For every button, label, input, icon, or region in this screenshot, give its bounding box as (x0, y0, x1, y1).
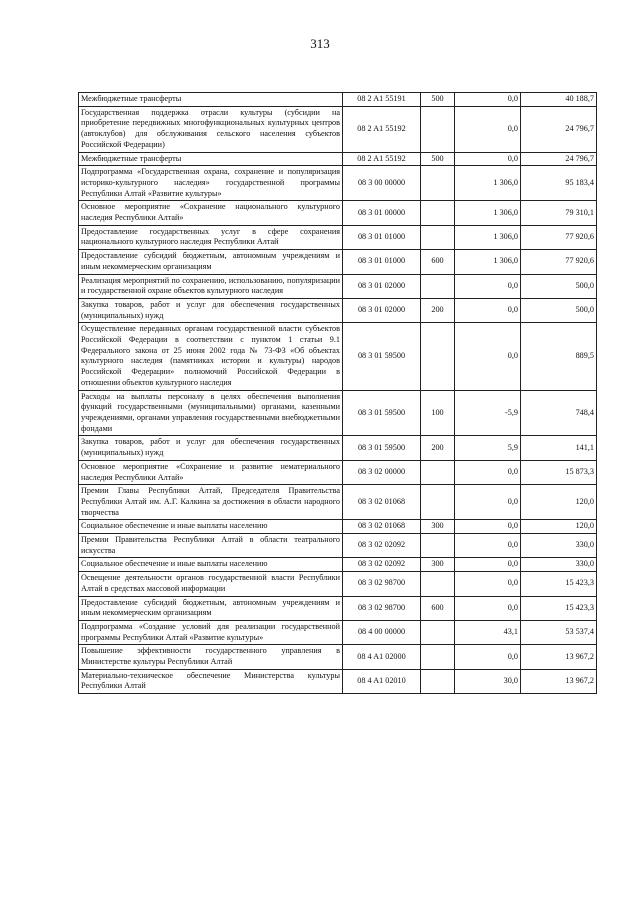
row-code-cell: 08 3 01 01000 (343, 250, 421, 274)
table-row (79, 485, 597, 520)
row-total-cell: 500,0 (521, 274, 597, 298)
row-change-cell: 0,0 (455, 298, 521, 322)
row-code-cell: 08 4 A1 02000 (343, 645, 421, 669)
row-change-cell: 0,0 (455, 323, 521, 390)
table-row (79, 645, 597, 669)
row-code-cell: 08 3 02 01068 (343, 520, 421, 534)
row-total-cell: 53 537,4 (521, 620, 597, 644)
row-expense-type-cell: 500 (421, 93, 455, 107)
table-row (79, 298, 597, 322)
table-row (79, 534, 597, 558)
row-change-cell: 0,0 (455, 572, 521, 596)
row-code-cell: 08 3 01 59500 (343, 323, 421, 390)
table-row (79, 323, 597, 390)
row-code-cell: 08 2 A1 55191 (343, 93, 421, 107)
row-expense-type-cell: 300 (421, 558, 455, 572)
row-change-cell: 0,0 (455, 596, 521, 620)
row-code-cell: 08 3 01 02000 (343, 274, 421, 298)
row-expense-type-cell (421, 323, 455, 390)
row-change-cell: -5,9 (455, 390, 521, 436)
row-change-cell: 1 306,0 (455, 225, 521, 249)
row-name-cell: Государственная поддержка отрасли культуры (субсидии на приобретение передвижных многофункциональных культурных центров (автоклубов) для обслуживания сельского населения субъектов Российской Федерации) (79, 106, 343, 152)
row-code-cell: 08 3 02 98700 (343, 596, 421, 620)
row-change-cell: 0,0 (455, 520, 521, 534)
row-expense-type-cell (421, 225, 455, 249)
row-total-cell: 141,1 (521, 436, 597, 460)
row-code-cell: 08 3 01 01000 (343, 225, 421, 249)
row-code-cell: 08 2 A1 55192 (343, 106, 421, 152)
row-expense-type-cell (421, 572, 455, 596)
row-expense-type-cell (421, 669, 455, 693)
page-number: 313 (310, 36, 330, 51)
row-name-cell: Премии Правительства Республики Алтай в области театрального искусства (79, 534, 343, 558)
row-total-cell: 15 423,3 (521, 572, 597, 596)
row-name-cell: Предоставление государственных услуг в сфере сохранения национального культурного наследия Республики Алтай (79, 225, 343, 249)
row-expense-type-cell: 200 (421, 436, 455, 460)
row-change-cell: 0,0 (455, 106, 521, 152)
row-code-cell: 08 3 02 00000 (343, 460, 421, 484)
row-expense-type-cell (421, 645, 455, 669)
table-row (79, 460, 597, 484)
row-expense-type-cell (421, 460, 455, 484)
table-row (79, 225, 597, 249)
row-change-cell: 0,0 (455, 152, 521, 166)
row-total-cell: 889,5 (521, 323, 597, 390)
row-change-cell: 1 306,0 (455, 166, 521, 201)
table-row (79, 520, 597, 534)
row-total-cell: 24 796,7 (521, 106, 597, 152)
row-expense-type-cell (421, 106, 455, 152)
row-expense-type-cell (421, 534, 455, 558)
row-change-cell: 0,0 (455, 558, 521, 572)
row-total-cell: 748,4 (521, 390, 597, 436)
row-name-cell: Основное мероприятие «Сохранение национального культурного наследия Республики Алтай» (79, 201, 343, 225)
row-expense-type-cell (421, 274, 455, 298)
row-name-cell: Закупка товаров, работ и услуг для обеспечения государственных (муниципальных) нужд (79, 436, 343, 460)
row-expense-type-cell: 100 (421, 390, 455, 436)
row-expense-type-cell (421, 166, 455, 201)
row-name-cell: Межбюджетные трансферты (79, 152, 343, 166)
row-total-cell: 330,0 (521, 534, 597, 558)
row-total-cell: 120,0 (521, 520, 597, 534)
row-code-cell: 08 3 02 01068 (343, 485, 421, 520)
row-code-cell: 08 4 A1 02010 (343, 669, 421, 693)
table-row (79, 436, 597, 460)
row-change-cell: 0,0 (455, 274, 521, 298)
table-row (79, 106, 597, 152)
row-name-cell: Подпрограмма «Создание условий для реализации государственной программы Республики Алтай «Развитие культуры» (79, 620, 343, 644)
row-expense-type-cell (421, 485, 455, 520)
table-row (79, 166, 597, 201)
table-row (79, 152, 597, 166)
row-expense-type-cell: 200 (421, 298, 455, 322)
row-expense-type-cell (421, 201, 455, 225)
row-name-cell: Повышение эффективности государственного управления в Министерстве культуры Республики Алтай (79, 645, 343, 669)
row-name-cell: Межбюджетные трансферты (79, 93, 343, 107)
row-name-cell: Социальное обеспечение и иные выплаты населению (79, 520, 343, 534)
row-expense-type-cell (421, 620, 455, 644)
row-total-cell: 15 423,3 (521, 596, 597, 620)
row-name-cell: Предоставление субсидий бюджетным, автономным учреждениям и иным некоммерческим организациям (79, 596, 343, 620)
row-change-cell: 0,0 (455, 460, 521, 484)
table-row (79, 93, 597, 107)
table-row (79, 250, 597, 274)
row-change-cell: 30,0 (455, 669, 521, 693)
row-total-cell: 95 183,4 (521, 166, 597, 201)
row-name-cell: Материально-техническое обеспечение Министерства культуры Республики Алтай (79, 669, 343, 693)
row-code-cell: 08 3 02 02092 (343, 534, 421, 558)
row-total-cell: 13 967,2 (521, 645, 597, 669)
row-change-cell: 5,9 (455, 436, 521, 460)
row-total-cell: 15 873,3 (521, 460, 597, 484)
budget-table (78, 92, 597, 694)
row-expense-type-cell: 600 (421, 596, 455, 620)
row-name-cell: Премии Главы Республики Алтай, Председателя Правительства Республики Алтай им. А.Г. Калкина за достижения в области народного творчества (79, 485, 343, 520)
row-code-cell: 08 3 01 02000 (343, 298, 421, 322)
row-expense-type-cell: 500 (421, 152, 455, 166)
row-total-cell: 77 920,6 (521, 225, 597, 249)
row-change-cell: 43,1 (455, 620, 521, 644)
row-total-cell: 120,0 (521, 485, 597, 520)
row-total-cell: 79 310,1 (521, 201, 597, 225)
row-total-cell: 13 967,2 (521, 669, 597, 693)
row-name-cell: Социальное обеспечение и иные выплаты населению (79, 558, 343, 572)
table-row (79, 201, 597, 225)
row-name-cell: Расходы на выплаты персоналу в целях обеспечения выполнения функций государственными (муниципальными) органами, казенными учреждениями, органами управления государственными внебюджетными фондами (79, 390, 343, 436)
row-name-cell: Основное мероприятие «Сохранение и развитие нематериального наследия Республики Алтай» (79, 460, 343, 484)
row-change-cell: 0,0 (455, 645, 521, 669)
row-name-cell: Освещение деятельности органов государственной власти Республики Алтай в средствах массовой информации (79, 572, 343, 596)
budget-table-body (79, 93, 597, 694)
row-change-cell: 0,0 (455, 485, 521, 520)
row-code-cell: 08 3 00 00000 (343, 166, 421, 201)
row-code-cell: 08 2 A1 55192 (343, 152, 421, 166)
row-change-cell: 0,0 (455, 534, 521, 558)
table-row (79, 596, 597, 620)
row-name-cell: Реализация мероприятий по сохранению, использованию, популяризации и государственной охране объектов культурного наследия (79, 274, 343, 298)
row-name-cell: Закупка товаров, работ и услуг для обеспечения государственных (муниципальных) нужд (79, 298, 343, 322)
row-code-cell: 08 3 01 59500 (343, 390, 421, 436)
row-change-cell: 1 306,0 (455, 201, 521, 225)
row-code-cell: 08 3 02 02092 (343, 558, 421, 572)
row-total-cell: 500,0 (521, 298, 597, 322)
row-code-cell: 08 4 00 00000 (343, 620, 421, 644)
row-total-cell: 77 920,6 (521, 250, 597, 274)
row-code-cell: 08 3 01 59500 (343, 436, 421, 460)
row-name-cell: Предоставление субсидий бюджетным, автономным учреждениям и иным некоммерческим организациям (79, 250, 343, 274)
row-code-cell: 08 3 01 00000 (343, 201, 421, 225)
table-row (79, 620, 597, 644)
table-row (79, 558, 597, 572)
row-total-cell: 24 796,7 (521, 152, 597, 166)
row-code-cell: 08 3 02 98700 (343, 572, 421, 596)
table-row (79, 572, 597, 596)
row-name-cell: Осуществление переданных органам государственной власти субъектов Российской Федерации в соответствии с пунктом 1 статьи 9.1 Федерального закона от 25 июня 2002 года № 73-ФЗ «Об объектах культурного наследия (памятниках истории и культуры) народов Российской Федерации» полномочий Российской Федерации в отношении объектов культурного наследия (79, 323, 343, 390)
row-change-cell: 1 306,0 (455, 250, 521, 274)
row-expense-type-cell: 600 (421, 250, 455, 274)
row-expense-type-cell: 300 (421, 520, 455, 534)
row-total-cell: 40 188,7 (521, 93, 597, 107)
row-change-cell: 0,0 (455, 93, 521, 107)
table-row (79, 390, 597, 436)
row-name-cell: Подпрограмма «Государственная охрана, сохранение и популяризация историко-культурного наследия» государственной программы Республики Алтай «Развитие культуры» (79, 166, 343, 201)
table-row (79, 669, 597, 693)
row-total-cell: 330,0 (521, 558, 597, 572)
table-row (79, 274, 597, 298)
